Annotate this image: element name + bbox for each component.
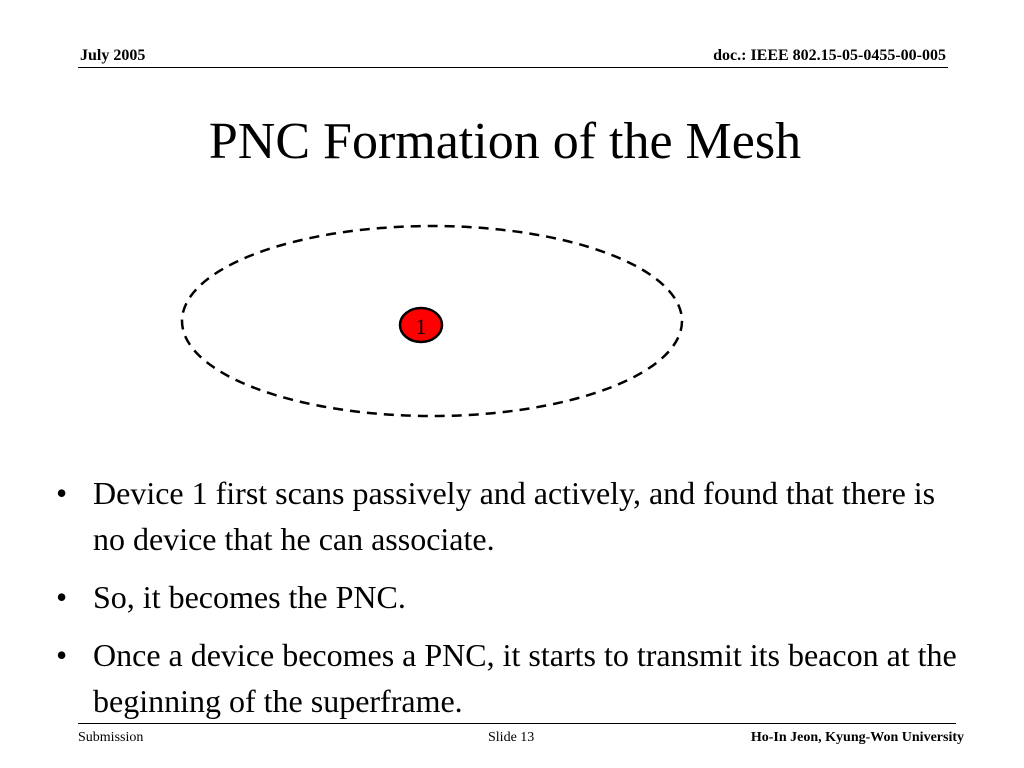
header-date: July 2005 bbox=[80, 47, 146, 64]
footer-author: Ho-In Jeon, Kyung-Won University bbox=[750, 730, 964, 745]
bullet-marker: • bbox=[56, 475, 68, 511]
bullet-item bbox=[48, 574, 968, 620]
bullet-marker: • bbox=[56, 637, 68, 673]
bullet-text: Once a device becomes a PNC, it starts to transmit its beacon at the beginning of the superframe. bbox=[93, 637, 957, 719]
footer-divider bbox=[78, 723, 956, 724]
footer-slide-number: Slide 13 bbox=[488, 730, 535, 745]
header-doc-id: doc.: IEEE 802.15-05-0455-00-005 bbox=[713, 47, 946, 64]
slide-title: PNC Formation of the Mesh bbox=[208, 113, 802, 170]
bullet-text: Device 1 first scans passively and actively, and found that there is no device that he can associate. bbox=[93, 475, 936, 557]
device-node-label: 1 bbox=[415, 314, 427, 339]
bullet-text: So, it becomes the PNC. bbox=[93, 579, 406, 615]
bullet-marker: • bbox=[56, 579, 68, 615]
bullet-item bbox=[48, 632, 968, 724]
footer-submission: Submission bbox=[78, 730, 144, 745]
bullet-item bbox=[48, 470, 968, 562]
bullet-list bbox=[48, 470, 968, 736]
